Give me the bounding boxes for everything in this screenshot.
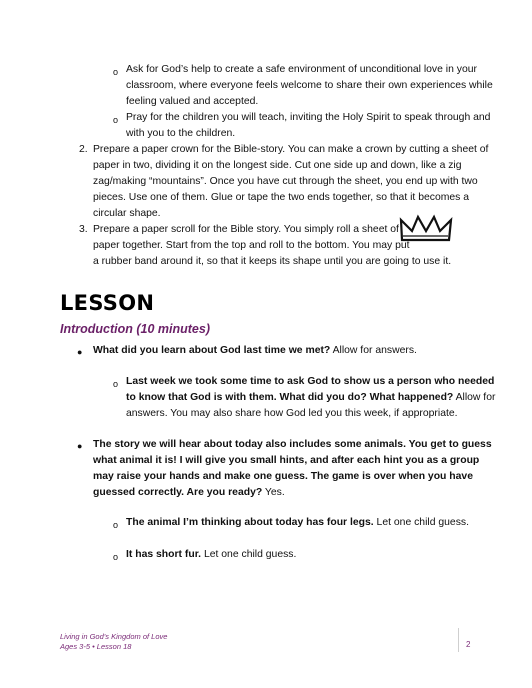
sub-item-line: with you to the children. xyxy=(126,128,236,139)
item-line: paper in two, dividing it on the longest side. Cut one side up and down, like a zig xyxy=(93,160,462,171)
hint-text: The animal I’m thinking about today has four legs. xyxy=(126,517,374,528)
footer-subtitle: Ages 3-5 • Lesson 18 xyxy=(60,642,132,651)
item-line: Prepare a paper crown for the Bible-story. You can make a crown by cutting a sheet of xyxy=(93,144,489,155)
sub-bullet-icon: o xyxy=(113,379,119,389)
question-text: guessed correctly. Are you ready? xyxy=(93,487,263,498)
hint-text: It has short fur. xyxy=(126,549,202,560)
hint-line xyxy=(126,547,296,563)
item-line: zag/making “mountains”. Once you have cut through the sheet, you end up with two xyxy=(93,176,478,187)
sub-bullet-icon: o xyxy=(113,115,119,125)
footer-divider xyxy=(458,628,459,652)
instruction-text: Allow for answers. xyxy=(330,345,417,356)
instruction-text: Let one child guess. xyxy=(201,549,297,560)
sub-bullet-icon: o xyxy=(113,552,119,562)
item-line: a rubber band around it, so that it keeps its shape until you are going to use it. xyxy=(93,256,452,267)
question-line: what animal it is! I will give you small hints, and after each hint you as a group xyxy=(93,455,480,466)
sub-item-line: Ask for God’s help to create a safe environment of unconditional love in your xyxy=(126,64,477,75)
hint-line xyxy=(126,515,469,531)
sub-line xyxy=(126,390,495,406)
lesson-heading: LESSON xyxy=(60,291,155,315)
crown-icon xyxy=(398,214,454,244)
question-line: may raise your hands and make one guess. The game is over when you have xyxy=(93,471,473,482)
question-line: The story we will hear about today also includes some animals. You get to guess xyxy=(93,439,492,450)
item-number: 2. xyxy=(79,144,88,155)
sub-line: answers. You may also share how God led you this week, if appropriate. xyxy=(126,408,458,419)
introduction-heading: Introduction (10 minutes) xyxy=(60,322,210,336)
question-line xyxy=(93,343,417,359)
question-line xyxy=(93,485,285,501)
sub-bullet-icon: o xyxy=(113,67,119,77)
instruction-text: Allow for xyxy=(453,392,496,403)
item-line: pieces. Use one of them. Glue or tape the two ends together, so that it becomes a xyxy=(93,192,470,203)
sub-bullet-icon: o xyxy=(113,520,119,530)
item-line: Prepare a paper scroll for the Bible story. You simply roll a sheet of xyxy=(93,224,399,235)
instruction-text: Yes. xyxy=(262,487,285,498)
sub-item-line: feeling valued and accepted. xyxy=(126,96,259,107)
bullet-icon: ● xyxy=(77,347,83,357)
item-line: circular shape. xyxy=(93,208,161,219)
item-number: 3. xyxy=(79,224,88,235)
sub-item-line: classroom, where everyone feels welcome to share their own experiences while xyxy=(126,80,493,91)
question-text: to know that God is with them. What did you do? What happened? xyxy=(126,392,454,403)
page-number: 2 xyxy=(466,640,471,649)
instruction-text: Let one child guess. xyxy=(373,517,469,528)
bullet-icon: ● xyxy=(77,441,83,451)
question-text: What did you learn about God last time we met? xyxy=(93,345,331,356)
footer-title: Living in God’s Kingdom of Love xyxy=(60,632,168,641)
item-line: paper together. Start from the top and roll to the bottom. You may put xyxy=(93,240,410,251)
sub-line: Last week we took some time to ask God to show us a person who needed xyxy=(126,376,495,387)
sub-item-line: Pray for the children you will teach, inviting the Holy Spirit to speak through and xyxy=(126,112,491,123)
